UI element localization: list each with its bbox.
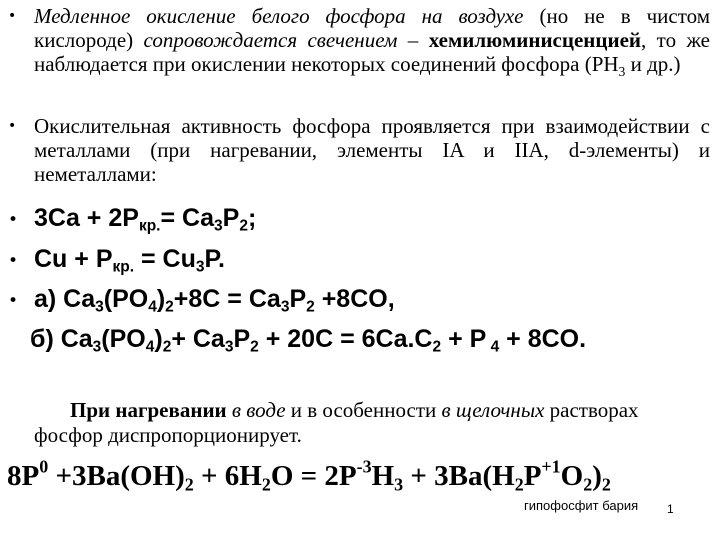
eq-part: (PO [101, 325, 146, 353]
eq-sup: -3 [356, 456, 372, 477]
eq-part: + 20C = 6Ca.C [258, 325, 433, 353]
bullet-icon: • [8, 8, 17, 24]
eq-sub: кр. [138, 217, 161, 235]
term-chemiluminescence: хемилюминисценцией [428, 28, 642, 52]
eq-part: H [371, 460, 395, 492]
eq-part: 8P [7, 460, 40, 492]
text-2: , то же наблюдается при окислении некоторых соединений фосфора (PH [34, 28, 711, 76]
eq-sub: 2 [583, 474, 593, 495]
text-bold: При нагревании [70, 398, 227, 422]
eq-part: + 6H [193, 460, 262, 492]
text-3: и др.) [625, 52, 681, 76]
eq-sub: 2 [162, 338, 172, 356]
eq-part: ) [592, 460, 602, 492]
eq-sub: 4 [486, 338, 500, 356]
eq-sub: 3 [195, 258, 205, 276]
eq-part: а) Ca [34, 285, 96, 313]
eq-part: ; [247, 204, 257, 232]
eq-part: + 8CO. [499, 325, 587, 353]
eq-sub: 3 [224, 338, 234, 356]
eq-sup: 0 [39, 456, 49, 477]
eq-part: O [560, 460, 584, 492]
text-plain: и в особенности [285, 398, 442, 422]
eq-part: б) Ca [30, 325, 93, 353]
bullet-icon: • [8, 210, 19, 230]
eq-part: (PO [103, 285, 149, 313]
equation-disproportionation [7, 456, 611, 495]
eq-part: + P [441, 325, 487, 353]
subscript: 3 [618, 64, 626, 80]
eq-sub: 2 [250, 338, 259, 356]
eq-part: +8CO, [314, 285, 395, 313]
eq-part: + 3Ba(H [403, 460, 515, 492]
eq-sub: 4 [145, 338, 155, 356]
paragraph-activity: Окислительная активность фосфора проявляется при взаимодействии с металлами (при нагревании, элементы IA и IIA, d-элементы) и неметаллами: [34, 114, 710, 186]
eq-sub: 2 [165, 298, 174, 316]
equation-1 [34, 204, 256, 233]
equation-2 [34, 245, 225, 274]
eq-sub: 4 [148, 298, 157, 316]
eq-part: Cu + P [34, 245, 113, 273]
eq-part: 3Ca + 2P [34, 204, 139, 232]
eq-part: P [523, 460, 542, 492]
text-1: (но не в чистом кислороде) [34, 4, 710, 52]
text-italic: в щелочных [441, 398, 545, 422]
eq-sub: 2 [261, 474, 271, 495]
bullet-icon: • [8, 118, 17, 134]
eq-sup: +1 [541, 456, 561, 477]
eq-sub: 2 [184, 474, 194, 495]
text-italic-1: Медленное окисление белого фосфора на воздухе [34, 4, 524, 28]
eq-part: P [233, 325, 251, 353]
paragraph-disproportionation [34, 398, 704, 448]
text-italic: в воде [231, 398, 286, 422]
eq-sub: 2 [306, 298, 315, 316]
eq-sub: 3 [394, 474, 404, 495]
equation-3b [30, 325, 586, 354]
equation-3a [34, 285, 395, 314]
eq-sub: 3 [214, 217, 223, 235]
eq-part: O = 2P [270, 460, 357, 492]
bullet-icon: • [8, 291, 19, 311]
eq-part: = Cu [134, 245, 196, 273]
eq-sub: 2 [514, 474, 524, 495]
eq-part: + Ca [171, 325, 225, 353]
eq-sub: 3 [92, 338, 102, 356]
eq-sub: 2 [601, 474, 611, 495]
eq-part: P [289, 285, 307, 313]
eq-part: P. [204, 245, 225, 273]
eq-sub: кр. [112, 258, 135, 276]
eq-part: ) [154, 325, 163, 353]
eq-part: P [222, 204, 240, 232]
caption-barium-hypophosphite: гипофосфит бария [524, 498, 639, 513]
text-italic-2: сопровождается свечением – [143, 28, 419, 52]
eq-part: +3Ba(OH) [48, 460, 185, 492]
eq-part: = Ca [160, 204, 214, 232]
eq-sub: 3 [95, 298, 104, 316]
eq-sub: 2 [239, 217, 248, 235]
eq-part: ) [156, 285, 166, 313]
text-plain: растворах фосфор диспропорционирует. [34, 398, 639, 447]
eq-sub: 3 [280, 298, 290, 316]
eq-part: +8C = Ca [173, 285, 281, 313]
eq-sub: 2 [432, 338, 442, 356]
paragraph-oxidation [34, 4, 710, 84]
page-number: 1 [667, 502, 674, 516]
bullet-icon: • [8, 251, 19, 271]
